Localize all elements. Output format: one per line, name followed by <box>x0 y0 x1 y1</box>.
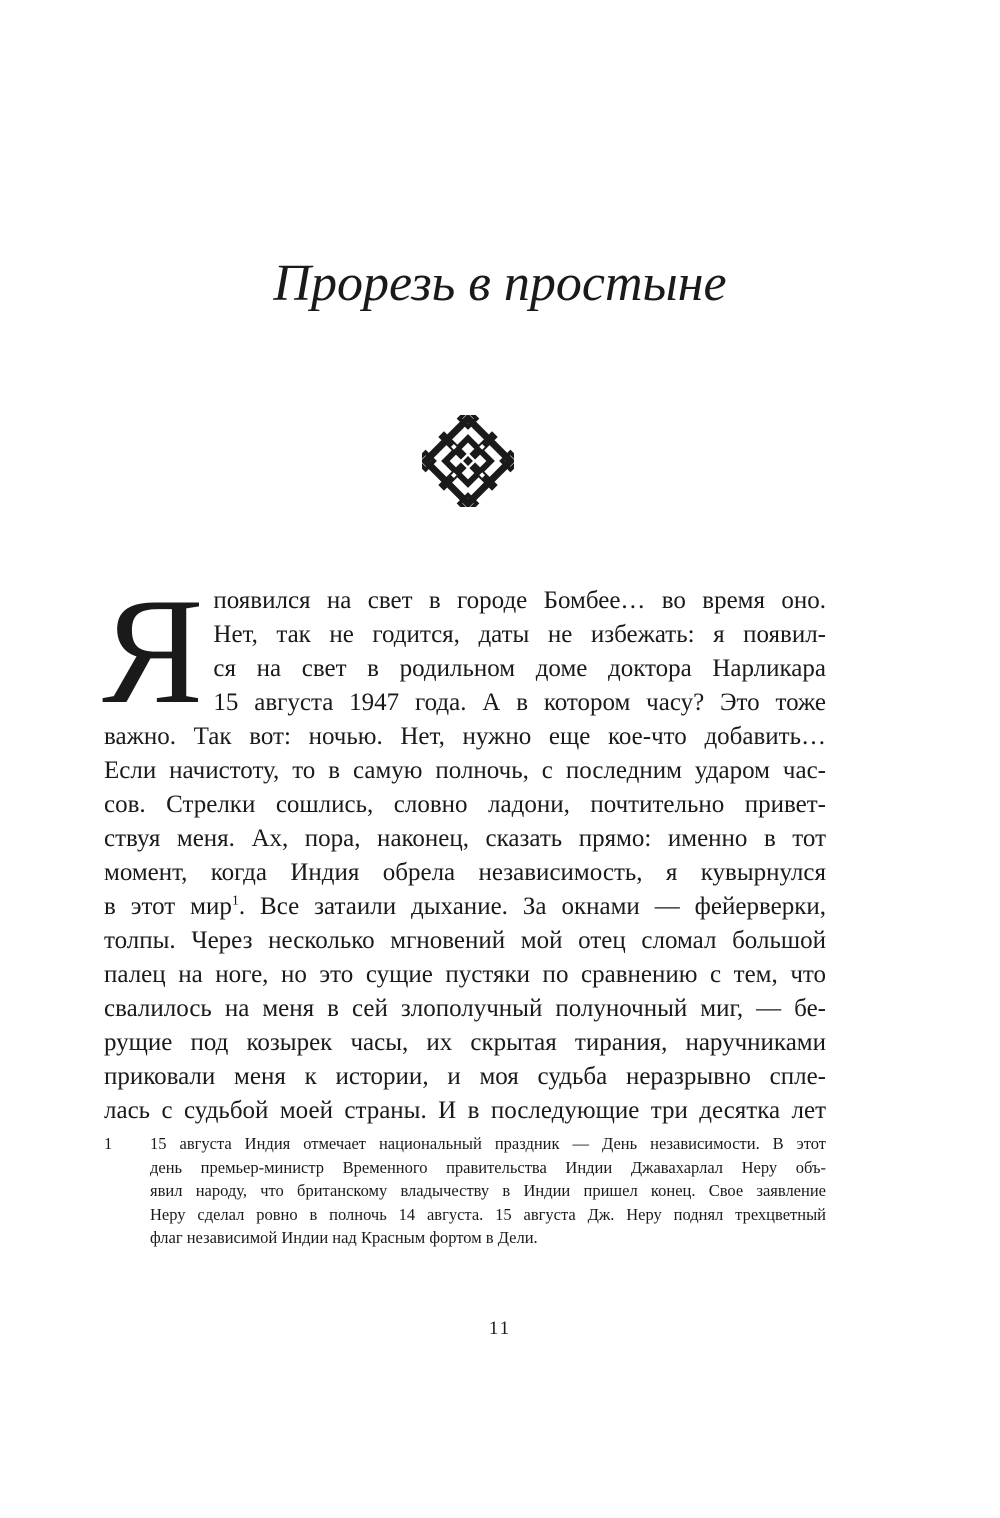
body-line-4: 15 августа 1947 года. А в котором часу? Это тоже <box>213 689 826 716</box>
body-line-6: Если начистоту, то в самую полночь, с последним ударом час- <box>104 757 826 784</box>
body-line-13: свалилось на меня в сей злополучный полуночный миг, — бе- <box>104 995 826 1022</box>
body-line-2: Нет, так не годится, даты не избежать: я появил- <box>213 621 826 648</box>
body-line-7: сов. Стрелки сошлись, словно ладони, почтительно привет- <box>104 791 826 818</box>
knot-ornament-icon <box>422 415 514 507</box>
body-line-8: ствуя меня. Ах, пора, наконец, сказать прямо: именно в тот <box>104 825 826 852</box>
body-line-10-start: в этот мир <box>104 893 232 920</box>
footnote-line-1: 15 августа Индия отмечает национальный праздник — День независимости. В этот <box>150 1134 826 1153</box>
body-line-10-end: . Все затаили дыхание. За окнами — фейерверки, <box>238 893 826 920</box>
footnote-text <box>150 1132 826 1250</box>
footnote-marker: 1 <box>104 1134 113 1153</box>
body-line-10 <box>104 890 826 924</box>
body-line-14: рущие под козырек часы, их скрытая тирания, наручниками <box>104 1029 826 1056</box>
body-line-1: появился на свет в городе Бомбее… во время оно. <box>213 587 826 614</box>
footnote-line-2: день премьер-министр Временного правительства Индии Джавахарлал Неру объ- <box>150 1157 826 1177</box>
body-line-15: приковали меня к истории, и моя судьба неразрывно спле- <box>104 1063 826 1090</box>
footnote-line-4: Неру сделал ровно в полночь 14 августа. 15 августа Дж. Неру поднял трехцветный <box>150 1204 826 1224</box>
page-number: 11 <box>488 1318 512 1339</box>
drop-cap: Я <box>102 567 204 735</box>
body-line-16: лась с судьбой моей страны. И в последующие три десятка лет <box>104 1097 826 1124</box>
body-line-12: палец на ноге, но это сущие пустяки по сравнению с тем, что <box>104 961 826 988</box>
body-line-3: ся на свет в родильном доме доктора Нарликара <box>213 655 826 682</box>
body-line-9: момент, когда Индия обрела независимость, я кувырнулся <box>104 859 826 886</box>
body-text <box>102 567 826 1128</box>
body-line-5: важно. Так вот: ночью. Нет, нужно еще кое-что добавить… <box>104 723 826 750</box>
footnote-reference[interactable]: 1 <box>231 893 239 909</box>
chapter-title: Прорезь в простыне <box>273 255 727 312</box>
body-line-11: толпы. Через несколько мгновений мой отец сломал большой <box>104 927 826 954</box>
footnote <box>104 1132 826 1250</box>
footnote-line-5: флаг независимой Индии над Красным фортом в Дели. <box>150 1228 538 1247</box>
footnote-line-3: явил народу, что британскому владычеству в Индии пришел конец. Свое заявление <box>150 1181 826 1200</box>
